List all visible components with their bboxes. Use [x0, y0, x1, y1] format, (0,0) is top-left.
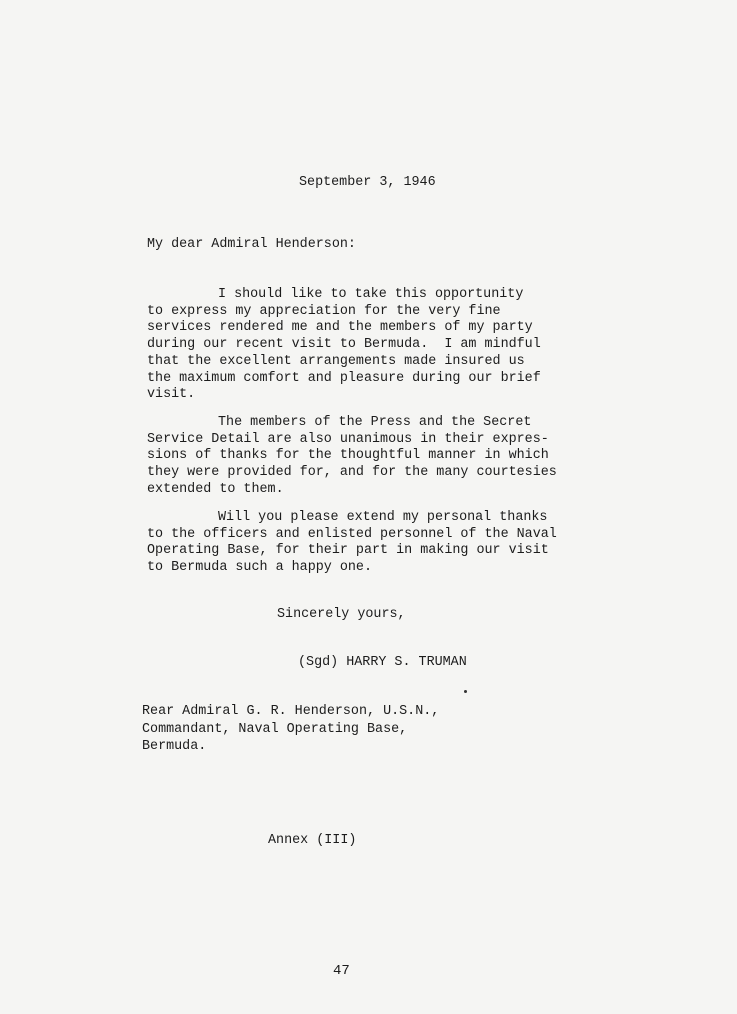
paragraph-line: visit.	[147, 387, 196, 403]
closing: Sincerely yours,	[277, 607, 406, 622]
paragraph-3	[147, 510, 567, 577]
paragraph-line: sions of thanks for the thoughtful manner in which	[147, 448, 549, 464]
paragraph-line: they were provided for, and for the many courtesies	[147, 465, 557, 481]
paragraph-line: to express my appreciation for the very fine	[147, 303, 501, 319]
recipient-address	[142, 703, 439, 756]
paragraph-line: I should like to take this opportunity	[218, 287, 524, 302]
signature: (Sgd) HARRY S. TRUMAN	[298, 655, 467, 670]
page-number: 47	[333, 963, 350, 979]
paragraph-line: extended to them.	[147, 481, 284, 497]
address-line: Rear Admiral G. R. Henderson, U.S.N.,	[142, 704, 440, 719]
paragraph-line: services rendered me and the members of my party	[147, 320, 533, 336]
paragraph-line: to Bermuda such a happy one.	[147, 560, 372, 576]
paragraph-line: Service Detail are also unanimous in their expres-	[147, 431, 549, 447]
paragraph-line: the maximum comfort and pleasure during our brief	[147, 370, 541, 386]
paragraph-line: Operating Base, for their part in making our visit	[147, 543, 549, 559]
paragraph-1	[147, 287, 567, 404]
paragraph-line: The members of the Press and the Secret	[218, 415, 532, 430]
annex-label: Annex (III)	[268, 833, 357, 848]
paragraph-line: to the officers and enlisted personnel of the Naval	[147, 526, 557, 542]
paragraph-line: Will you please extend my personal thanks	[218, 510, 548, 525]
paragraph-line: during our recent visit to Bermuda. I am mindful	[147, 337, 541, 353]
salutation: My dear Admiral Henderson:	[147, 237, 356, 252]
address-line: Bermuda.	[142, 739, 207, 754]
ink-speck	[464, 690, 467, 693]
paragraph-line: that the excellent arrangements made insured us	[147, 353, 525, 369]
address-line: Commandant, Naval Operating Base,	[142, 721, 408, 737]
paragraph-2	[147, 415, 567, 499]
letter-date: September 3, 1946	[299, 175, 436, 190]
